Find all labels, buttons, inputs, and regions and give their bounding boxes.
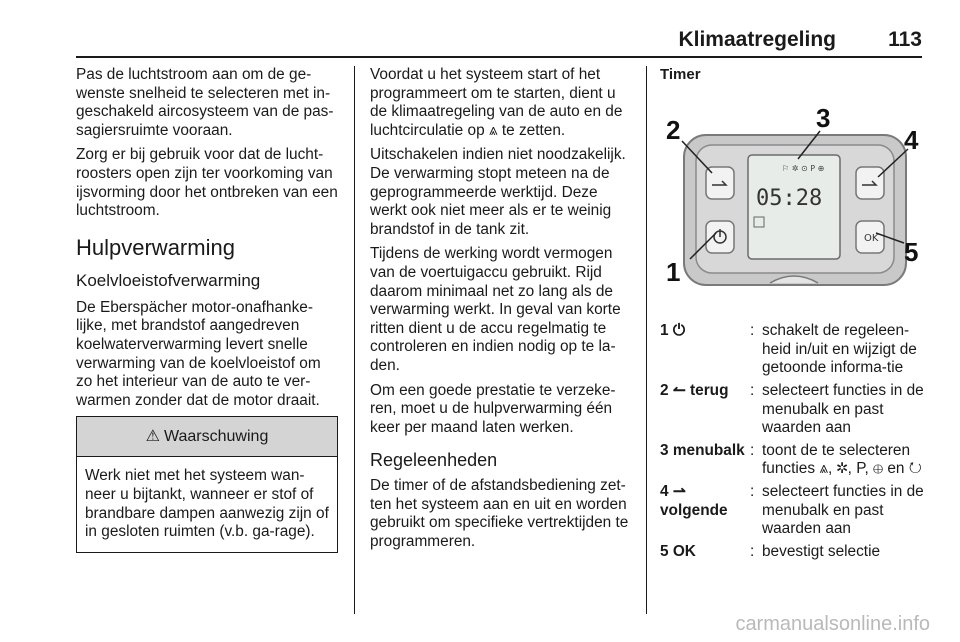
legend-colon: : bbox=[750, 441, 755, 459]
legend-row bbox=[660, 543, 928, 566]
paragraph: Voordat u het systeem start of het programmeert om te starten, dient u de klimaatregeling van de auto en de luchtcirculatie op ⩓ te zetten. bbox=[370, 66, 623, 139]
callout-1: 1 bbox=[666, 256, 681, 287]
legend-key: 2 ↼ terug bbox=[660, 381, 729, 399]
legend-desc: bevestigt selectie bbox=[762, 542, 881, 560]
warning-title: Waarschuwing bbox=[164, 427, 269, 445]
subheading-koelvloeistofverwarming: Koelvloeistofverwarming bbox=[76, 270, 261, 290]
paragraph: Zorg er bij gebruik voor dat de lucht-roosters open zijn ter voorkoming van ijsvorming door het ontbreken van een luchtstroom. bbox=[76, 146, 338, 220]
page-header bbox=[0, 0, 960, 58]
section-title: Klimaatregeling bbox=[678, 28, 836, 51]
display-menubar-icons: ⚐ ✲ ⊙ P ⊕ bbox=[782, 163, 825, 173]
legend-colon: : bbox=[750, 381, 755, 399]
warning-header bbox=[77, 417, 337, 457]
header-divider bbox=[76, 56, 922, 58]
legend-row bbox=[660, 483, 928, 543]
watermark: carmanualsonline.info bbox=[735, 613, 930, 635]
svg-text:OK: OK bbox=[864, 232, 879, 244]
column-2 bbox=[370, 66, 634, 558]
column-divider-1 bbox=[354, 66, 355, 614]
legend-colon: : bbox=[750, 322, 755, 340]
paragraph: De timer of de afstandsbediening zet-ten het systeem aan en uit en worden gebruikt om specifieke vertrektijden te programmeren. bbox=[370, 477, 629, 551]
legend-colon: : bbox=[750, 542, 755, 560]
timer-title: Timer bbox=[660, 66, 701, 83]
warning-box bbox=[76, 416, 338, 552]
legend-row bbox=[660, 322, 928, 382]
display-time: 05:28 bbox=[756, 185, 823, 211]
legend-row bbox=[660, 382, 928, 442]
column-3 bbox=[660, 66, 928, 565]
legend-desc: selecteert functies in de menubalk en past waarden aan bbox=[762, 482, 924, 538]
callout-2: 2 bbox=[666, 114, 681, 145]
paragraph: Tijdens de werking wordt vermogen van de voertuigaccu gebruikt. Rijd daarom minimaal net zo lang als de verwarming werkt. In geval van korte ritten dient u de accu regelmatig te controleren en indien nodig op te la-den. bbox=[370, 245, 621, 374]
callout-4: 4 bbox=[904, 124, 919, 155]
warning-text: Werk niet met het systeem wan-neer u bijtankt, wanneer er stof of brandbare dampen aanwezig zijn of in gesloten ruimten (v.b. ga-rage). bbox=[85, 467, 329, 541]
warning-triangle-icon: ⚠ bbox=[145, 427, 160, 445]
paragraph: Om een goede prestatie te verzeke-ren, moet u de hulpverwarming één keer per maand laten werken. bbox=[370, 381, 616, 436]
paragraph: Uitschakelen indien niet noodzakelijk. De verwarming stopt meteen na de geprogrammeerde werktijd. Deze werkt ook niet meer als er te weinig brandstof in de tank zit. bbox=[370, 146, 626, 238]
legend-row bbox=[660, 442, 928, 483]
subheading-regeleenheden: Regeleenheden bbox=[370, 450, 498, 471]
page-number: 113 bbox=[888, 28, 922, 51]
legend-key: 4 ⇀ volgende bbox=[660, 482, 728, 519]
legend-desc: selecteert functies in de menubalk en past waarden aan bbox=[762, 381, 924, 437]
timer-device-figure bbox=[660, 97, 928, 305]
legend-key: 5 OK bbox=[660, 542, 696, 560]
legend-colon: : bbox=[750, 482, 755, 500]
legend-key: 1 ⏻ bbox=[660, 322, 686, 340]
column-divider-2 bbox=[646, 66, 647, 614]
heading-hulpverwarming: Hulpverwarming bbox=[76, 234, 235, 260]
paragraph: De Eberspächer motor-onafhanke-lijke, met brandstof aangedreven koelwaterverwarming levert snelle verwarming van de koelvloeistof om zo het interieur van de auto te ver-warmen zonder dat de motor draait. bbox=[76, 298, 321, 409]
legend-desc: schakelt de regeleen-heid in/uit en wijzigt de getoonde informa-tie bbox=[762, 322, 917, 377]
legend-key: 3 menubalk bbox=[660, 441, 745, 459]
paragraph: Pas de luchtstroom aan om de ge-wenste snelheid te selecteren met in-geschakeld aircosysteem van de pas-sagiersruimte vooraan. bbox=[76, 66, 334, 139]
legend-table bbox=[660, 322, 928, 565]
callout-3: 3 bbox=[816, 102, 831, 133]
callout-5: 5 bbox=[904, 236, 919, 267]
legend-desc: toont de te selecteren functies ⩓, ✲, P, ⊕ en ↻ bbox=[762, 441, 922, 478]
column-1 bbox=[76, 66, 338, 553]
